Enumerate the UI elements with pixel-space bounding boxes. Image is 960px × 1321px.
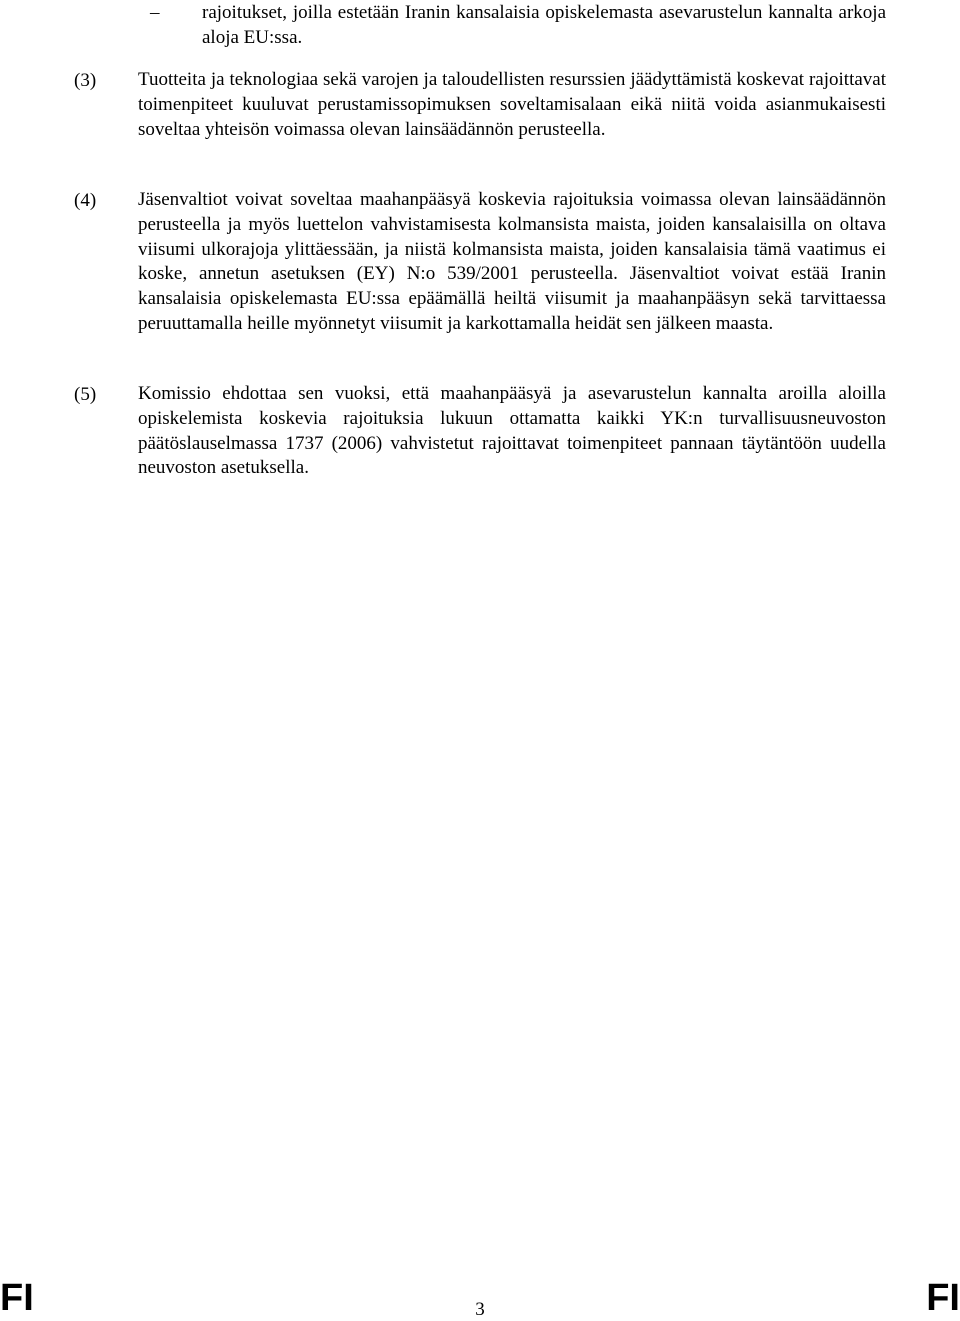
paragraph-number: (5) xyxy=(74,384,97,405)
paragraph-text: Komissio ehdottaa sen vuoksi, että maahanpääsyä ja asevarustelun kannalta aroilla aloilla opiskelemista koskevia rajoituksia lukuun ottamatta kaikki YK:n turvallisuusneuvoston päätöslauselmassa 1737 (2006) vahvistetut rajoittavat toimenpiteet pannaan täytäntöön uudella neuvoston asetuksella. xyxy=(138,383,886,479)
paragraph-text: Tuotteita ja teknologiaa sekä varojen ja taloudellisten resurssien jäädyttämistä koskevat rajoittavat toimenpiteet kuuluvat perustamissopimuksen soveltamisalaan eikä niitä voida asianmukaisesti soveltaa yhteisön voimassa olevan lainsäädännön perusteella. xyxy=(138,69,886,140)
bullet-dash: – xyxy=(150,2,160,23)
footer-language-right: FI xyxy=(926,1277,960,1319)
paragraph-number: (3) xyxy=(74,70,97,91)
page-number: 3 xyxy=(475,1299,485,1320)
paragraph-text: Jäsenvaltiot voivat soveltaa maahanpääsyä koskevia rajoituksia voimassa olevan lainsäädännön perusteella ja myös luettelon vahvistamisesta kolmansista maista, joiden kansalaisilla on oltava viisumi ulkorajoja ylittäessään, ja niistä kolmansista maista, joiden kansalaisia tämä vaatimus ei koske, annetun asetuksen (EY) N:o 539/2001 perusteella. Jäsenvaltiot voivat estää Iranin kansalaisia opiskelemasta EU:ssa epäämällä heiltä viisumit ja maahanpääsyn sekä tarvittaessa peruuttamalla heille myönnetyt viisumit ja karkottamalla heidät sen jälkeen maasta. xyxy=(138,189,886,334)
footer-language-left: FI xyxy=(0,1277,34,1319)
paragraph-number: (4) xyxy=(74,190,97,211)
bullet-text: rajoitukset, joilla estetään Iranin kansalaisia opiskelemasta asevarustelun kannalta arkoja aloja EU:ssa. xyxy=(202,2,886,48)
